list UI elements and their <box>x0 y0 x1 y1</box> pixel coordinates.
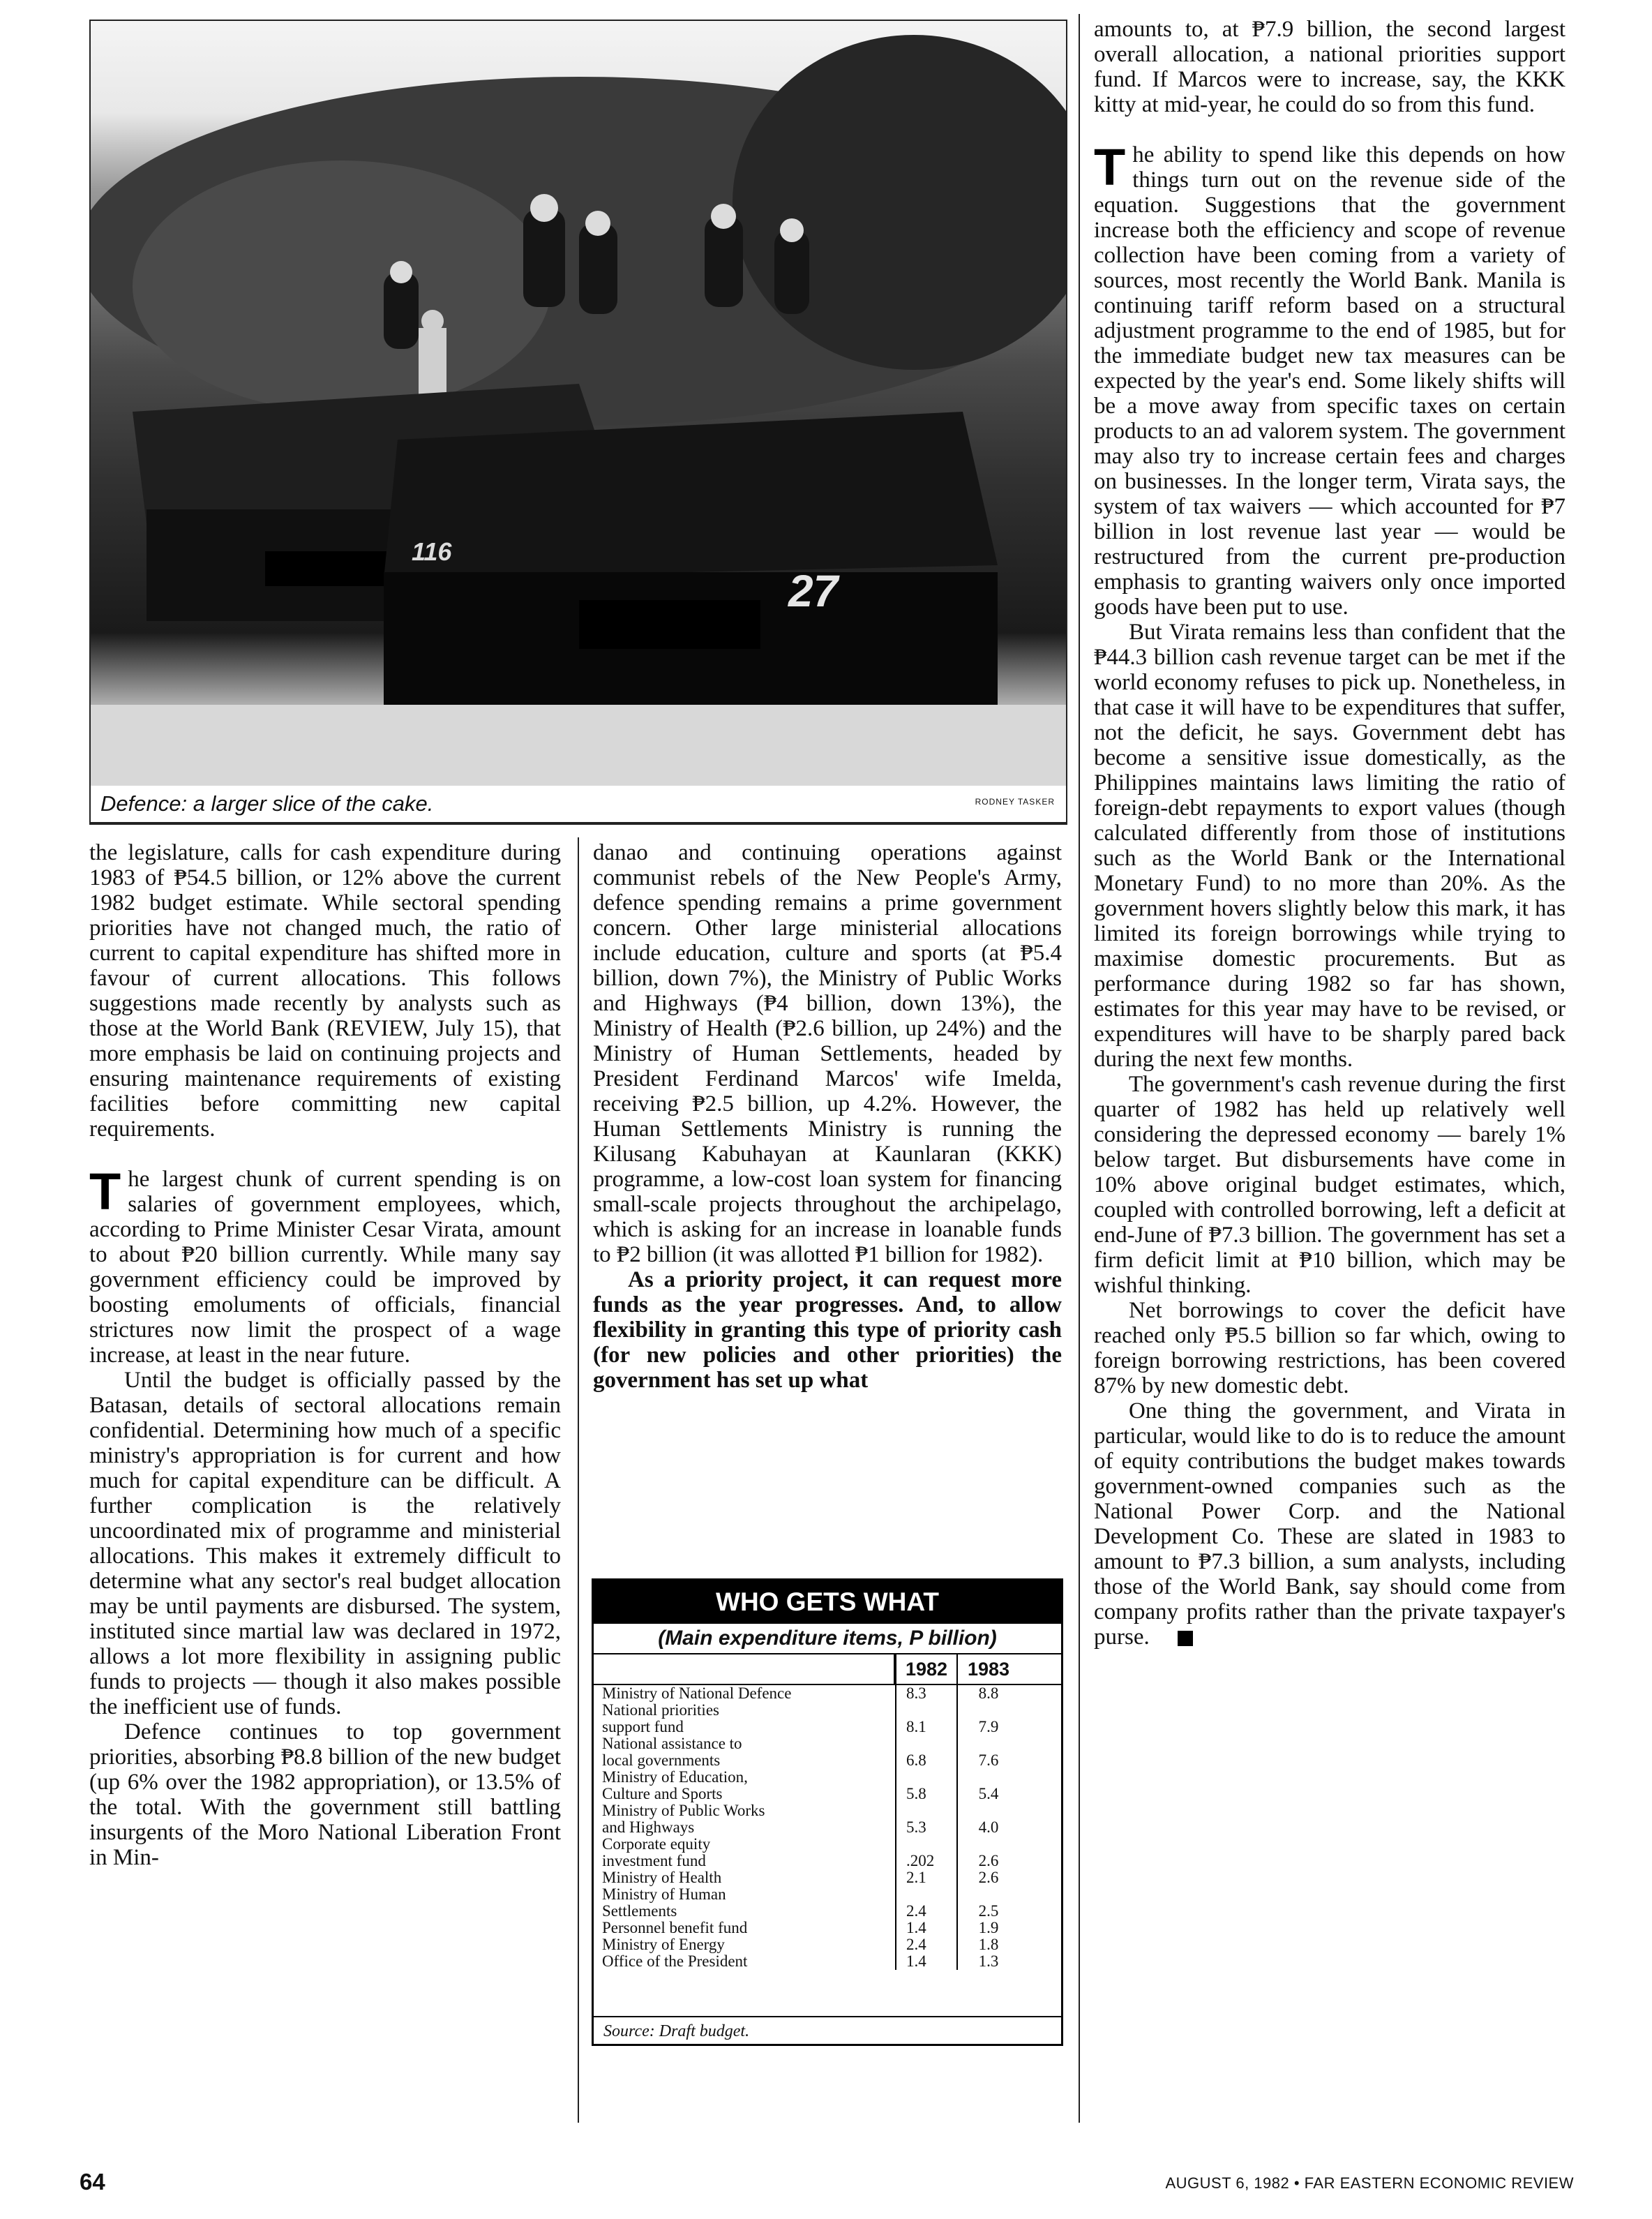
who-gets-what-table <box>592 1578 1063 2046</box>
drop-cap: T <box>89 1163 121 1220</box>
table-row-label: Office of the President <box>602 1952 748 1970</box>
col3-paragraph-2 <box>1094 138 1565 620</box>
issue-footer: AUGUST 6, 1982 • FAR EASTERN ECONOMIC REVIEW <box>1165 2174 1574 2192</box>
table-cell-1983: 1.3 <box>956 1953 1019 1970</box>
table-cell-1983: 2.6 <box>956 1869 1019 1886</box>
table-row <box>594 1836 1061 1869</box>
table-cell-1983: 1.8 <box>956 1936 1019 1953</box>
table-row <box>594 1702 1061 1735</box>
col3-paragraph-2-text: he ability to spend like this depends on how things turn out on the revenue side of the equation. Suggestions that the government increase both the efficiency and scope of revenue collection have been coming from a variety of sources, most recently the World Bank. Manila is continuing tariff reform based on a structural adjustment programme to the end of 1985, but for the immediate budget new tax measures can be expected by the year's end. Some likely shifts will be a move away from specific taxes on certain products to an ad valorem system. The government may also try to increase certain fees and charges on businesses. In the longer term, Virata says, the system of tax waivers — which accounted for ₱7 billion in lost revenue last year — would be restructured from the current pre-production emphasis to granting waivers only once imported goods have been put to use. <box>1094 142 1565 620</box>
table-title: WHO GETS WHAT <box>594 1581 1061 1624</box>
table-row-label: Ministry of Energy <box>602 1936 725 1953</box>
end-mark-icon: R <box>1178 1631 1193 1646</box>
table-cell-1983: 2.5 <box>956 1886 1019 1920</box>
table-cell-1982: 8.3 <box>895 1685 956 1702</box>
col3-paragraph-6 <box>1094 1398 1565 1650</box>
drop-cap: T <box>1094 138 1126 196</box>
table-row <box>594 1869 1061 1886</box>
table-cell-1982: 8.1 <box>895 1702 956 1735</box>
table-cell-1983: 4.0 <box>956 1802 1019 1836</box>
col3-paragraph-1: amounts to, at ₱7.9 billion, the second largest overall allocation, a national priorities support fund. If Marcos were to increase, say, the KKK kitty at mid-year, he could do so from this fund. <box>1094 17 1565 117</box>
table-cell-1982: 1.4 <box>895 1920 956 1936</box>
tank-photo <box>91 21 1066 786</box>
col1-paragraph-2 <box>89 1163 561 1368</box>
table-cell-1982: 5.8 <box>895 1769 956 1802</box>
table-source-rule <box>594 2016 1061 2017</box>
col1-paragraph-3: Until the budget is officially passed by the Batasan, details of sectoral allocations remain confidential. Determining how much of a specific ministry's appropriation is for current and how much for capital expenditure can be difficult. A further complication is the relatively uncoordinated mix of programme and ministerial allocations. This makes it extremely difficult to determine what any sector's real budget allocation may be until payments are disbursed. The system, instituted since martial law was declared in 1972, allows a lot more flexibility in assigning public funds to projects — though it also makes possible the inefficient use of funds. <box>89 1368 561 1719</box>
table-row-label: Ministry of National Defence <box>602 1684 792 1702</box>
table-row <box>594 1920 1061 1936</box>
table-row-label: Ministry of Health <box>602 1869 722 1886</box>
table-cell-1982: 1.4 <box>895 1953 956 1970</box>
table-body <box>594 1685 1061 1970</box>
table-cell-1982: 5.3 <box>895 1802 956 1836</box>
table-row <box>594 1936 1061 1953</box>
table-cell-1983: 5.4 <box>956 1769 1019 1802</box>
col3-paragraph-5: Net borrowings to cover the deficit have reached only ₱5.5 billion so far which, owing to foreign borrowing restrictions, has been covered 87% by new domestic debt. <box>1094 1298 1565 1398</box>
table-row-label: National assistance to local governments <box>602 1735 742 1769</box>
table-cell-1983: 2.6 <box>956 1836 1019 1869</box>
table-cell-1983: 7.9 <box>956 1702 1019 1735</box>
photo-credit: RODNEY TASKER <box>975 797 1055 807</box>
table-row-label: Corporate equity investment fund <box>602 1835 711 1869</box>
table-cell-1982: 2.4 <box>895 1936 956 1953</box>
table-header-1982: 1982 <box>895 1654 956 1684</box>
table-row-label: Ministry of Public Works and Highways <box>602 1802 765 1836</box>
table-cell-1982: 6.8 <box>895 1735 956 1769</box>
table-cell-1982: .202 <box>895 1836 956 1869</box>
table-row <box>594 1953 1061 1970</box>
col2-paragraph-1: danao and continuing operations against communist rebels of the New People's Army, defence spending remains a prime government concern. Other large ministerial allocations include education, culture and sports (at ₱5.4 billion, down 7%), the Ministry of Public Works and Highways (₱4 billion, down 13%), the Ministry of Health (₱2.6 billion, up 24%) and the Ministry of Human Settlements, headed by President Ferdinand Marcos' wife Imelda, receiving ₱2.5 billion, up 4.2%. However, the Human Settlements Ministry is running the Kilusang Kabuhayan at Kaunlaran (KKK) programme, a low-cost loan system for financing small-scale projects throughout the archipelago, which is asking for an increase in loanable funds to ₱2 billion (it was allotted ₱1 billion for 1982). <box>593 840 1062 1267</box>
table-row <box>594 1769 1061 1802</box>
table-row-label: National priorities support fund <box>602 1701 719 1735</box>
table-source: Source: Draft budget. <box>603 2022 750 2040</box>
table-cell-1983: 1.9 <box>956 1920 1019 1936</box>
table-cell-1982: 2.4 <box>895 1886 956 1920</box>
col1-paragraph-4: Defence continues to top government priorities, absorbing ₱8.8 billion of the new budget (up 6% over the 1982 appropriation), or 13.5% of the total. With the government still battling insurgents of the Moro National Liberation Front in Min- <box>89 1719 561 1870</box>
column-rule-2 <box>1079 14 1080 2123</box>
table-row <box>594 1735 1061 1769</box>
table-row-label: Ministry of Education, Culture and Sports <box>602 1768 748 1802</box>
article-column-1 <box>89 840 561 1870</box>
article-column-2 <box>593 840 1062 1393</box>
table-row-label: Ministry of Human Settlements <box>602 1885 726 1920</box>
photo-caption: Defence: a larger slice of the cake. <box>100 791 434 816</box>
col1-paragraph-2-text: he largest chunk of current spending is on salaries of government employees, which, according to Prime Minister Cesar Virata, amount to about ₱20 billion currently. While many say government efficiency could be improved by boosting emoluments of officials, financial strictures now limit the prospect of a wage increase, at least in the near future. <box>89 1167 561 1368</box>
table-row <box>594 1685 1061 1702</box>
col3-paragraph-4: The government's cash revenue during the first quarter of 1982 has held up relatively well considering the depressed economy — barely 1% below target. But disbursements have come in 10% above original budget estimates, which, coupled with controlled borrowing, left a deficit at end-June of ₱7.3 billion. The government has set a firm deficit limit at ₱10 billion, which may be wishful thinking. <box>1094 1072 1565 1298</box>
col3-paragraph-6-text: One thing the government, and Virata in particular, would like to do is to reduce the amount of equity contributions the budget makes towards government-owned companies such as the National Power Corp. and the National Development Co. These are slated in 1983 to amount to ₱7.3 billion, a sum analysts, including those of the World Bank, say should come from company profits rather than the private taxpayer's purse. <box>1094 1398 1565 1650</box>
table-header-row <box>594 1654 1061 1685</box>
table-subtitle: (Main expenditure items, P billion) <box>594 1624 1061 1654</box>
table-header-1983: 1983 <box>956 1654 1019 1684</box>
col3-paragraph-3: But Virata remains less than confident that the ₱44.3 billion cash revenue target can be met if the world economy refuses to pick up. Nonetheless, in that case it will have to be expenditures that suffer, not the deficit, he says. Government debt has become a sensitive issue domestically, as the Philippines maintains laws limiting the ratio of foreign-debt repayments to export values (though calculated differently from those of institutions such as the World Bank or the International Monetary Fund) to no more than 20%. As the government hovers slightly below this mark, it has limited its foreign borrowings while trying to maximise domestic procurements. But as performance during 1982 so far has shown, estimates for this year may have to be revised, or expenditures will have to be sharply pared back during the next few months. <box>1094 620 1565 1072</box>
tank-photo-illustration <box>91 21 1066 786</box>
tank-number-front: 27 <box>788 566 839 616</box>
column-rule-1 <box>578 837 579 2123</box>
table-cell-1982: 2.1 <box>895 1869 956 1886</box>
photo-bottom-rule <box>89 823 1067 825</box>
col1-paragraph-1: the legislature, calls for cash expenditure during 1983 of ₱54.5 billion, or 12% above the current 1982 budget estimate. While sectoral spending priorities have not changed much, the ratio of current to capital expenditure has shifted more in favour of current allocations. This follows suggestions made recently by analysts such as those at the World Bank (REVIEW, July 15), that more emphasis be laid on continuing projects and ensuring maintenance requirements of existing facilities before committing new capital requirements. <box>89 840 561 1142</box>
col2-paragraph-2: As a priority project, it can request more funds as the year progresses. And, to allow flexibility in granting this type of priority cash (for new policies and other priorities) the government has set up what <box>593 1267 1062 1393</box>
page-number: 64 <box>80 2169 105 2195</box>
photo-frame <box>89 20 1067 823</box>
table-header-label <box>594 1654 895 1684</box>
table-cell-1983: 7.6 <box>956 1735 1019 1769</box>
table-row <box>594 1886 1061 1920</box>
table-row <box>594 1802 1061 1836</box>
article-column-3 <box>1094 17 1565 1650</box>
table-cell-1983: 8.8 <box>956 1685 1019 1702</box>
table-row-label: Personnel benefit fund <box>602 1919 748 1936</box>
tank-number-rear: 116 <box>412 537 452 566</box>
